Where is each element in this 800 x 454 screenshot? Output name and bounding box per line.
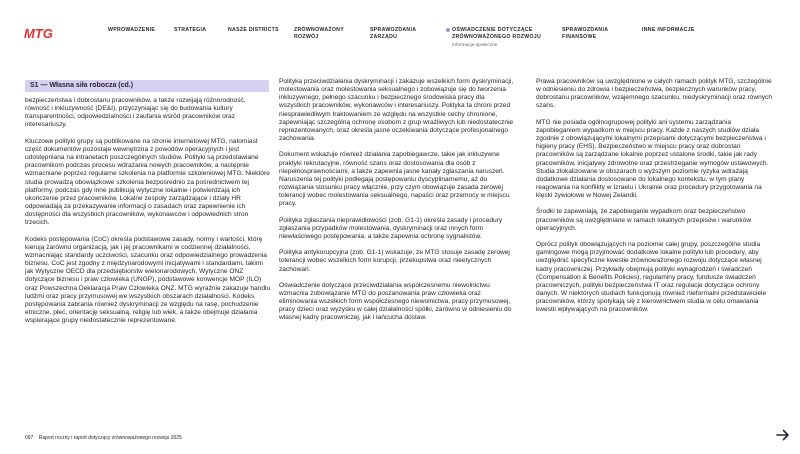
paragraph: Kodeks postępowania (CoC) określa podstawowe zasady, normy i wartości, którę kierują żarówno organizacją, jak i jej pracownikami w codziennej działalności, wzmacniając standardy uczciwości, szacunku oraz odpowiedzialnego prowadzenia biznesu. CoC jest zgodny z międzynarodowymi inicjatywami i standardami, takimi jak Wytyczne OECD dla przedsiębiorstw wielonarodowych, Wytyczne ONZ dotyczące biznesu i praw człowieka (UNGP), podstawowe konwencje MOP (ILO) oraz Powszechna Deklaracja Praw Człowieka ONZ. MTG wyraźnie zakazuje handlu ludźmi oraz pracy przymusowej we wszystkich obszarach działalności. Kodeks postępowania zabrania również dyskryminacji ze względu na rasę, pochodzenie etniczne, płeć, orientację seksualną, religię lub wiek, a także obejmuje działania wspierające grupy niedostatecznie reprezentowane. xyxy=(25,235,271,325)
paragraph: MTG nie posiada ogólnogrupowej polityki ani systemu zarządzania zapobieganiem wypadkom w miejscu pracy. Każde z naszych studiów działa zgodnie z obowiązującymi lokalnymi przepisami dotyczącymi bezpieczeństwa i higieny pracy (EHS). Bezpieczeństwo w miejscu pracy oraz dobrostan pracowników są zarządzane lokalnie poprzez ustalone środki, takie jak rady pracowników, inicjatywy zdrowotne oraz przestrzeganie wymogów ustawowych. Studia zlokalizowane w obszarach o wyższym poziomie ryzyka wdrażają dodatkowe działania dostosowane do lokalnego kontekstu, w tym plany reagowania na konflikty w Izraelu i Ukrainie oraz procedury przygotowania na klęski żywiołowe w Nowej Zelandii. xyxy=(536,118,769,200)
paragraph: Polityka antykorupcyjna (zob. G1-1) wskazuje, że MTG stosuje zasadę zerowej tolerancji wobec wszelkich form korupcji, przekupstwa oraz nieetycznych zachowań. xyxy=(279,249,510,273)
text-column-3 xyxy=(536,78,776,323)
paragraph: Środki te zapewniają, że zapobieganie wypadkom oraz bezpieczeństwo pracowników są uwzględniane w ramach lokalnych przepisów i warunków operacyjnych. xyxy=(536,208,752,232)
main-nav xyxy=(108,27,712,49)
nav-label: OŚWIADCZENIE DOTYCZĄCE ZRÓWNOWAŻONEGO ROZWOJU xyxy=(452,27,542,40)
text-column-2 xyxy=(279,78,517,331)
paragraph: Polityka zgłaszania nieprawidłowości (zob. G1-1) określa zasady i procedury zgłaszania przypadków molestowania, dyskryminacji oraz innych form niewłaściwego postępowania, a także zapewnia ochronę sygnalistów. xyxy=(279,216,503,240)
nav-item-inne-informacje[interactable] xyxy=(642,27,712,49)
nav-item-sprawozdania-zarzadu[interactable] xyxy=(370,27,416,49)
section-title: S1 — Własna siła robocza (cd.) xyxy=(30,82,134,89)
report-title: Raport roczny i raport dotyczący zrównoważonego rozwoju 2025 xyxy=(38,435,182,441)
paragraph: Oprócz polityk obowiązujących na poziomie całej grupy, poszczególne studia gamingowe mogą przyjmować dodatkowe lokalne polityki lub procedury, aby uwzględnić specyficzne kwestie zrównoważonego rozwoju dotyczące własnej kadry pracowniczej. Przykłady obejmują polityki wynagrodzeń i świadczeń (Compensation & Benefits Policies), regulaminy pracy, fundusze świadczeń pracowniczych, polityki bezpieczeństwa IT oraz regulacje dotyczące ochrony danych. W niektórych studiach funkcjonują również nieformalni przedstawiciele pracowników, którzy spotykają się z kierownictwem studia w celu omawiania kwestii wpływających na pracowników. xyxy=(536,241,767,314)
paragraph: Prawa pracowników są uwzględnione w całych ramach polityk MTG, szczególnie w odniesieniu do zdrowia i bezpieczeństwa, bezpiecznych warunków pracy, dobrostanu pracowników, wzajemnego szacunku, niedyskryminacji oraz równych szans. xyxy=(536,78,773,110)
nav-item-zrownowazony-rozwoj[interactable] xyxy=(294,27,344,49)
nav-label: SPRAWOZDANIA ZARZĄDU xyxy=(370,27,417,40)
paragraph: Oświadczenie dotyczące przeciwdziałania współczesnemu niewolnictwu wzmacnia zobowiązanie MTG do poszanowania praw człowieka oraz eliminowania wszelkich form współczesnego niewolnictwa, pracy przymusowej, pracy dzieci oraz wyzysku w całej działalności spółki, zarówno w odniesieniu do własnej kadry pracowniczej, jak i łańcucha dostaw. xyxy=(279,281,512,322)
paragraph: bezpieczeństwa i dobrostanu pracowników, a także rozwijają różnorodność, równość i inkluzywność (DE&I), przyczyniając się do budowania kultury transparentności, odpowiedzialności i zaufania wśród pracowników oraz interesariuszy. xyxy=(25,97,246,129)
nav-item-wprowadzenie[interactable] xyxy=(108,27,174,49)
active-indicator-dot xyxy=(446,28,450,32)
nav-label: WPROWADZENIE xyxy=(108,27,156,33)
paragraph: Kluczowe polityki grupy są publikowane na stronie internetowej MTG, natomiast część dokumentów pozostaje wewnętrzna z powodów operacyjnych i jest udostępniana na intranetach poszczególnych studiów. Polityki są przedstawiane pracownikom podczas procesu wdrażania nowych pracowników, a następnie wzmacniane poprzez regularne szkolenia na platformie szkoleniowej MTG. Niektóre studia prowadzą obowiązkowe szkolenia bezpośrednio za pośrednictwem tej platformy, podczas gdy inne publikują wytyczne lokalnie i potwierdzają ich ukończenie przez pracowników. Lokalne zespoły zarządzające i działy HR odpowiadają za przekazywanie informacji o zasadach oraz zapewnienie ich dostępności dla wszystkich pracowników, wykonawców i odpowiednich stron trzecich. xyxy=(25,137,270,227)
paragraph: Polityka przeciwdziałania dyskryminacji i zakazuje wszelkich form dyskryminacji, molestowania oraz molestowania seksualnego i zobowiązuje się do tworzenia inkluzywnego, pełnego szacunku i bezpiecznego środowiska pracy dla wszystkich pracowników, wykonawców i interesariuszy. Polityka ta chroni przed niesprawiedliwym traktowaniem ze względu na wszystkie cechy chronione, zapewniając szczególną ochronę osobom z grup wrażliwych lub niedostatecznie reprezentowanych, oraz określa jasne oczekiwania dotyczące profesjonalnego zachowania. xyxy=(279,78,514,143)
nav-item-sprawozdania-finansowe[interactable] xyxy=(562,27,616,49)
nav-label: ZRÓWNOWAŻONY ROZWÓJ xyxy=(294,27,344,40)
nav-label: SPRAWOZDANIA FINANSOWE xyxy=(562,27,609,40)
section-title-badge xyxy=(25,80,269,92)
text-column-1 xyxy=(25,97,271,333)
nav-item-strategia[interactable] xyxy=(174,27,228,49)
nav-item-oswiadczenie-zrownowazony-rozwoj[interactable] xyxy=(452,27,544,49)
page-footer xyxy=(25,435,182,441)
arrow-right-icon[interactable] xyxy=(776,428,790,442)
top-navigation-bar xyxy=(0,0,800,70)
mtg-logo[interactable] xyxy=(24,27,56,39)
nav-item-nasze-districts[interactable] xyxy=(228,27,294,49)
paragraph: Dokument wskazuje również działania zapobiegawcze, takie jak inkluzywne praktyki rekrutacyjne, równość szans oraz dostosowania dla osób z niepełnosprawnościami, a także zapewnia jasne kanały zgłaszania naruszeń. Naruszenia tej polityki podlegają postępowaniu dyscyplinarnemu, aż do rozwiązania stosunku pracy włącznie, przy czym obowiązuje zasada zerowej tolerancji wobec molestowania seksualnego, napaści oraz przemocy w miejscu pracy. xyxy=(279,151,510,208)
nav-label: NASZE DISTRICTS xyxy=(228,27,279,33)
nav-sub-label: Informacje społeczne xyxy=(452,43,498,48)
nav-label: INNE INFORMACJE xyxy=(642,27,695,33)
page-number: 097 xyxy=(25,435,34,441)
nav-label: STRATEGIA xyxy=(174,27,207,33)
logo-text: MTG xyxy=(24,27,53,39)
